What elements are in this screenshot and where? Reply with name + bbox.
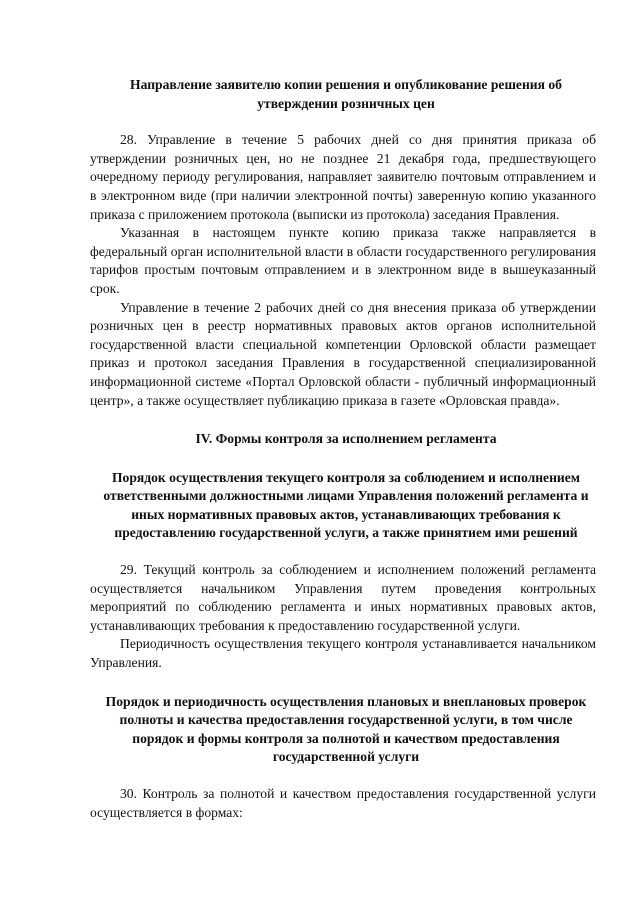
paragraph-28-registry: Управление в течение 2 рабочих дней со дня внесения приказа об утверждении розничных цен в реестр нормативных правовых актов органов исполнительной государственной власти специальной компетенции Орловской области размещает приказ и протокол заседания Правления в государственной специализированной информационной системе «Портал Орловской области - публичный информационный центр», а также осуществляет публикацию приказа в газете «Орловская правда». <box>90 299 596 408</box>
paragraph-29: 29. Текущий контроль за соблюдением и исполнением положений регламента осуществляется начальником Управления путем проведения контрольных мероприятий по соблюдению регламента и иных нормативных правовых актов, устанавливающих требования к предоставлению государственной услуги. <box>90 562 596 633</box>
spacer <box>90 543 596 561</box>
paragraph-28: 28. Управление в течение 5 рабочих дней со дня принятия приказа об утверждении розничных цен, но не позднее 21 декабря года, предшествующего очередному периоду регулирования, направляет заявителю почтовым отправлением и в электронном виде (при наличии электронной почты) заверенную копию указанного приказа с приложением протокола (выписки из протокола) заседания Правления. <box>90 132 596 222</box>
document-page <box>90 76 596 822</box>
paragraph-30: 30. Контроль за полнотой и качеством предоставления государственной услуги осуществляется в формах: <box>90 786 596 820</box>
section-heading-inspections: Порядок и периодичность осуществления плановых и внеплановых проверок полноты и качества предоставления государственной услуги, в том числе порядок и формы контроля за полнотой и качеством предоставления государственной услуги <box>105 693 587 765</box>
spacer <box>90 410 596 430</box>
spacer <box>90 767 596 785</box>
chapter-heading-iv: IV. Формы контроля за исполнением регламента <box>195 431 497 447</box>
spacer <box>90 113 596 131</box>
spacer <box>90 449 596 469</box>
spacer <box>90 673 596 693</box>
section-heading-publication: Направление заявителю копии решения и опубликование решения об утверждении розничных цен <box>130 77 562 111</box>
paragraph-28-copy: Указанная в настоящем пункте копию приказа также направляется в федеральный орган исполнительной власти в области государственного регулирования тарифов простым почтовым отправлением и в электронном виде в вышеуказанный срок. <box>90 225 596 296</box>
paragraph-29-periodicity: Периодичность осуществления текущего контроля устанавливается начальником Управления. <box>90 636 596 671</box>
section-heading-current-control: Порядок осуществления текущего контроля за соблюдением и исполнением ответственными должностными лицами Управления положений регламента и иных нормативных правовых актов, устанавливающих требования к предоставлению государственной услуги, а также принятием ими решений <box>103 469 589 541</box>
